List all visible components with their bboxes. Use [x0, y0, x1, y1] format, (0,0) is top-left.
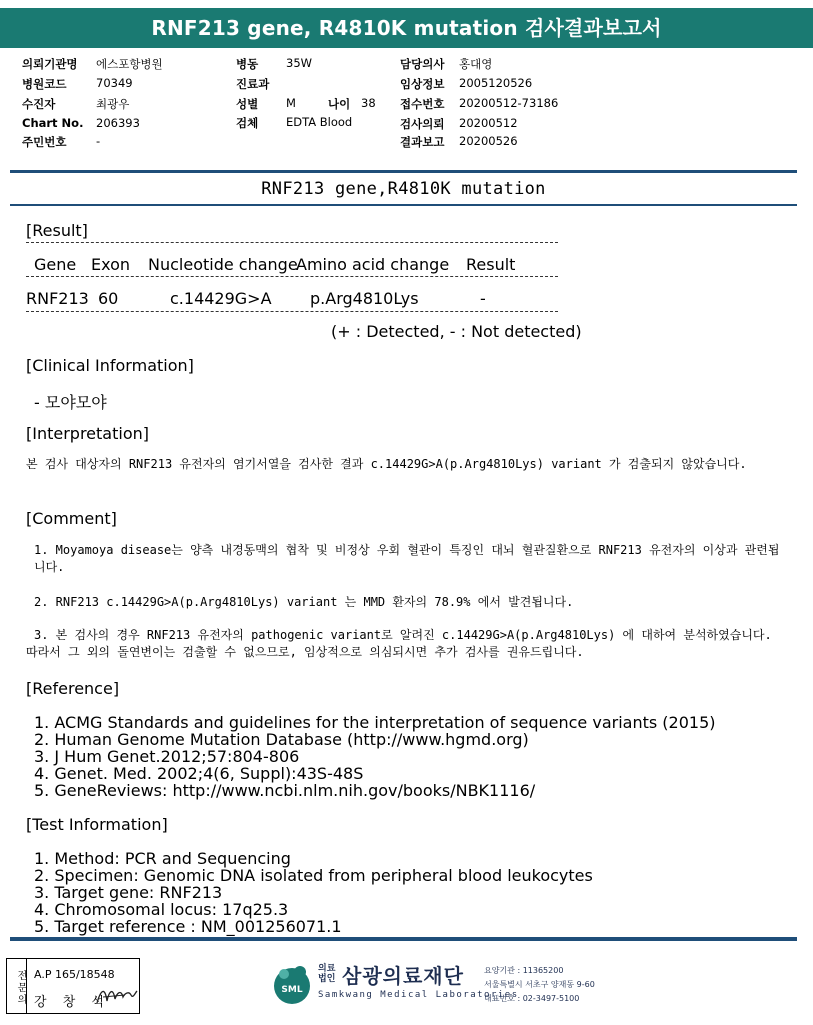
label-department: 진료과 [236, 77, 270, 91]
comment-item: 1. Moyamoya disease는 양측 내경동맥의 협착 및 비정상 우회 혈관이 특징인 대뇌 혈관질환으로 RNF213 유전자의 이상과 관련됩니다. [34, 543, 780, 574]
value-chart-no: 206393 [96, 116, 140, 130]
label-hospital-code: 병원코드 [22, 77, 67, 91]
comment-item: 3. 본 검사의 경우 RNF213 유전자의 pathogenic variant로 알려진 c.14429G>A(p.Arg4810Lys) 에 대하여 분석하였습니다. 따라서 그 외의 돌연변이는 검출할 수 없으므로, 임상적으로 의심되시면 추가 검사를 권유드립니다. [26, 628, 772, 659]
value-ward: 35W [286, 56, 313, 70]
ap-number: A.P 165/18548 [34, 968, 115, 981]
reference-item: 2. Human Genome Mutation Database (http://www.hgmd.org) [34, 730, 529, 749]
specialist-name: 강 창 석 [34, 995, 110, 1010]
logo-text: SML [281, 985, 303, 995]
label-report-date: 결과보고 [400, 135, 445, 149]
value-hospital-code: 70349 [96, 76, 133, 90]
value-specimen: EDTA Blood [286, 115, 353, 129]
label-requesting-hospital: 의뢰기관명 [22, 57, 78, 71]
test-info-header: [Test Information] [26, 815, 168, 834]
table-divider [26, 311, 558, 312]
comment-item: 2. RNF213 c.14429G>A(p.Arg4810Lys) variant 는 MMD 환자의 78.9% 에서 발견됩니다. [34, 595, 574, 609]
org-contact [484, 964, 595, 1006]
clinical-text: - 모야모야 [34, 393, 107, 412]
test-info-item: 2. Specimen: Genomic DNA isolated from peripheral blood leukocytes [34, 866, 593, 885]
cell-gene: RNF213 [26, 289, 89, 308]
label-patient: 수진자 [22, 97, 56, 111]
test-info-item: 4. Chromosomal locus: 17q25.3 [34, 900, 289, 919]
contact-address: 서울특별시 서초구 양재동 9-60 [484, 980, 595, 989]
label-chart-no: Chart No. [22, 116, 84, 130]
col-gene: Gene [34, 255, 77, 274]
contact-phone: 대표번호 : 02-3497-5100 [484, 994, 580, 1003]
cell-exon: 60 [98, 289, 119, 308]
table-divider [26, 242, 558, 243]
cell-amino-acid: p.Arg4810Lys [310, 289, 419, 308]
interpretation-header: [Interpretation] [26, 424, 149, 443]
reference-item: 3. J Hum Genet.2012;57:804-806 [34, 747, 300, 766]
label-doctor: 담당의사 [400, 57, 445, 71]
col-nucleotide: Nucleotide change [148, 255, 298, 274]
label-resident-number: 주민번호 [22, 135, 67, 149]
specialist-box [6, 958, 140, 1014]
signature-icon [95, 983, 139, 1007]
report-title-bar [0, 8, 813, 48]
value-sex: M [286, 96, 296, 110]
org-name: 삼광의료재단 [342, 964, 464, 988]
label-ward: 병동 [236, 57, 259, 71]
reference-item: 5. GeneReviews: http://www.ncbi.nlm.nih.gov/books/NBK1116/ [34, 781, 536, 800]
col-result: Result [466, 255, 516, 274]
label-request-date: 검사의뢰 [400, 117, 445, 131]
table-divider [26, 276, 558, 277]
interpretation-text: 본 검사 대상자의 RNF213 유전자의 염기서열을 검사한 결과 c.14429G>A(p.Arg4810Lys) variant 가 검출되지 않았습니다. [26, 457, 747, 471]
label-age: 나이 [328, 97, 351, 111]
specialist-label: 전문의 [7, 959, 27, 1013]
value-report-date: 20200526 [459, 134, 518, 148]
report-main-title: RNF213 gene, R4810K mutation 검사결과보고서 [151, 16, 662, 40]
contact-code: 요양기관 : 11365200 [484, 966, 564, 975]
sml-logo-icon [270, 962, 314, 1006]
divider-bottom [10, 937, 797, 941]
label-sex: 성별 [236, 97, 259, 111]
result-legend: (+ : Detected, - : Not detected) [331, 322, 582, 341]
test-info-item: 5. Target reference : NM_001256071.1 [34, 917, 342, 936]
value-doctor: 홍대영 [459, 57, 493, 71]
report-section-title: RNF213 gene,R4810K mutation [261, 179, 546, 199]
cell-nucleotide: c.14429G>A [170, 289, 272, 308]
org-english-name: Samkwang Medical Laboratories [318, 990, 519, 1000]
value-requesting-hospital: 에스포항병원 [96, 57, 163, 71]
cell-result: - [480, 289, 486, 308]
value-clinical-info: 2005120526 [459, 76, 533, 90]
label-specimen: 검체 [236, 116, 259, 130]
label-clinical-info: 임상정보 [400, 77, 445, 91]
reference-item: 4. Genet. Med. 2002;4(6, Suppl):43S-48S [34, 764, 364, 783]
divider-title [10, 204, 797, 206]
divider-top [10, 170, 797, 173]
clinical-header: [Clinical Information] [26, 356, 194, 375]
value-receipt-number: 20200512-73186 [459, 96, 559, 110]
test-info-item: 1. Method: PCR and Sequencing [34, 849, 291, 868]
reference-header: [Reference] [26, 679, 120, 698]
value-age: 38 [361, 96, 376, 110]
label-receipt-number: 접수번호 [400, 97, 445, 111]
col-exon: Exon [91, 255, 131, 274]
value-patient: 최광우 [96, 97, 130, 111]
value-resident-number: - [96, 134, 101, 148]
org-prefix: 의료법인 [318, 964, 336, 984]
value-request-date: 20200512 [459, 116, 518, 130]
reference-item: 1. ACMG Standards and guidelines for the interpretation of sequence variants (2015) [34, 713, 716, 732]
result-header: [Result] [26, 221, 88, 240]
test-info-item: 3. Target gene: RNF213 [34, 883, 223, 902]
comment-header: [Comment] [26, 509, 117, 528]
col-amino-acid: Amino acid change [296, 255, 450, 274]
